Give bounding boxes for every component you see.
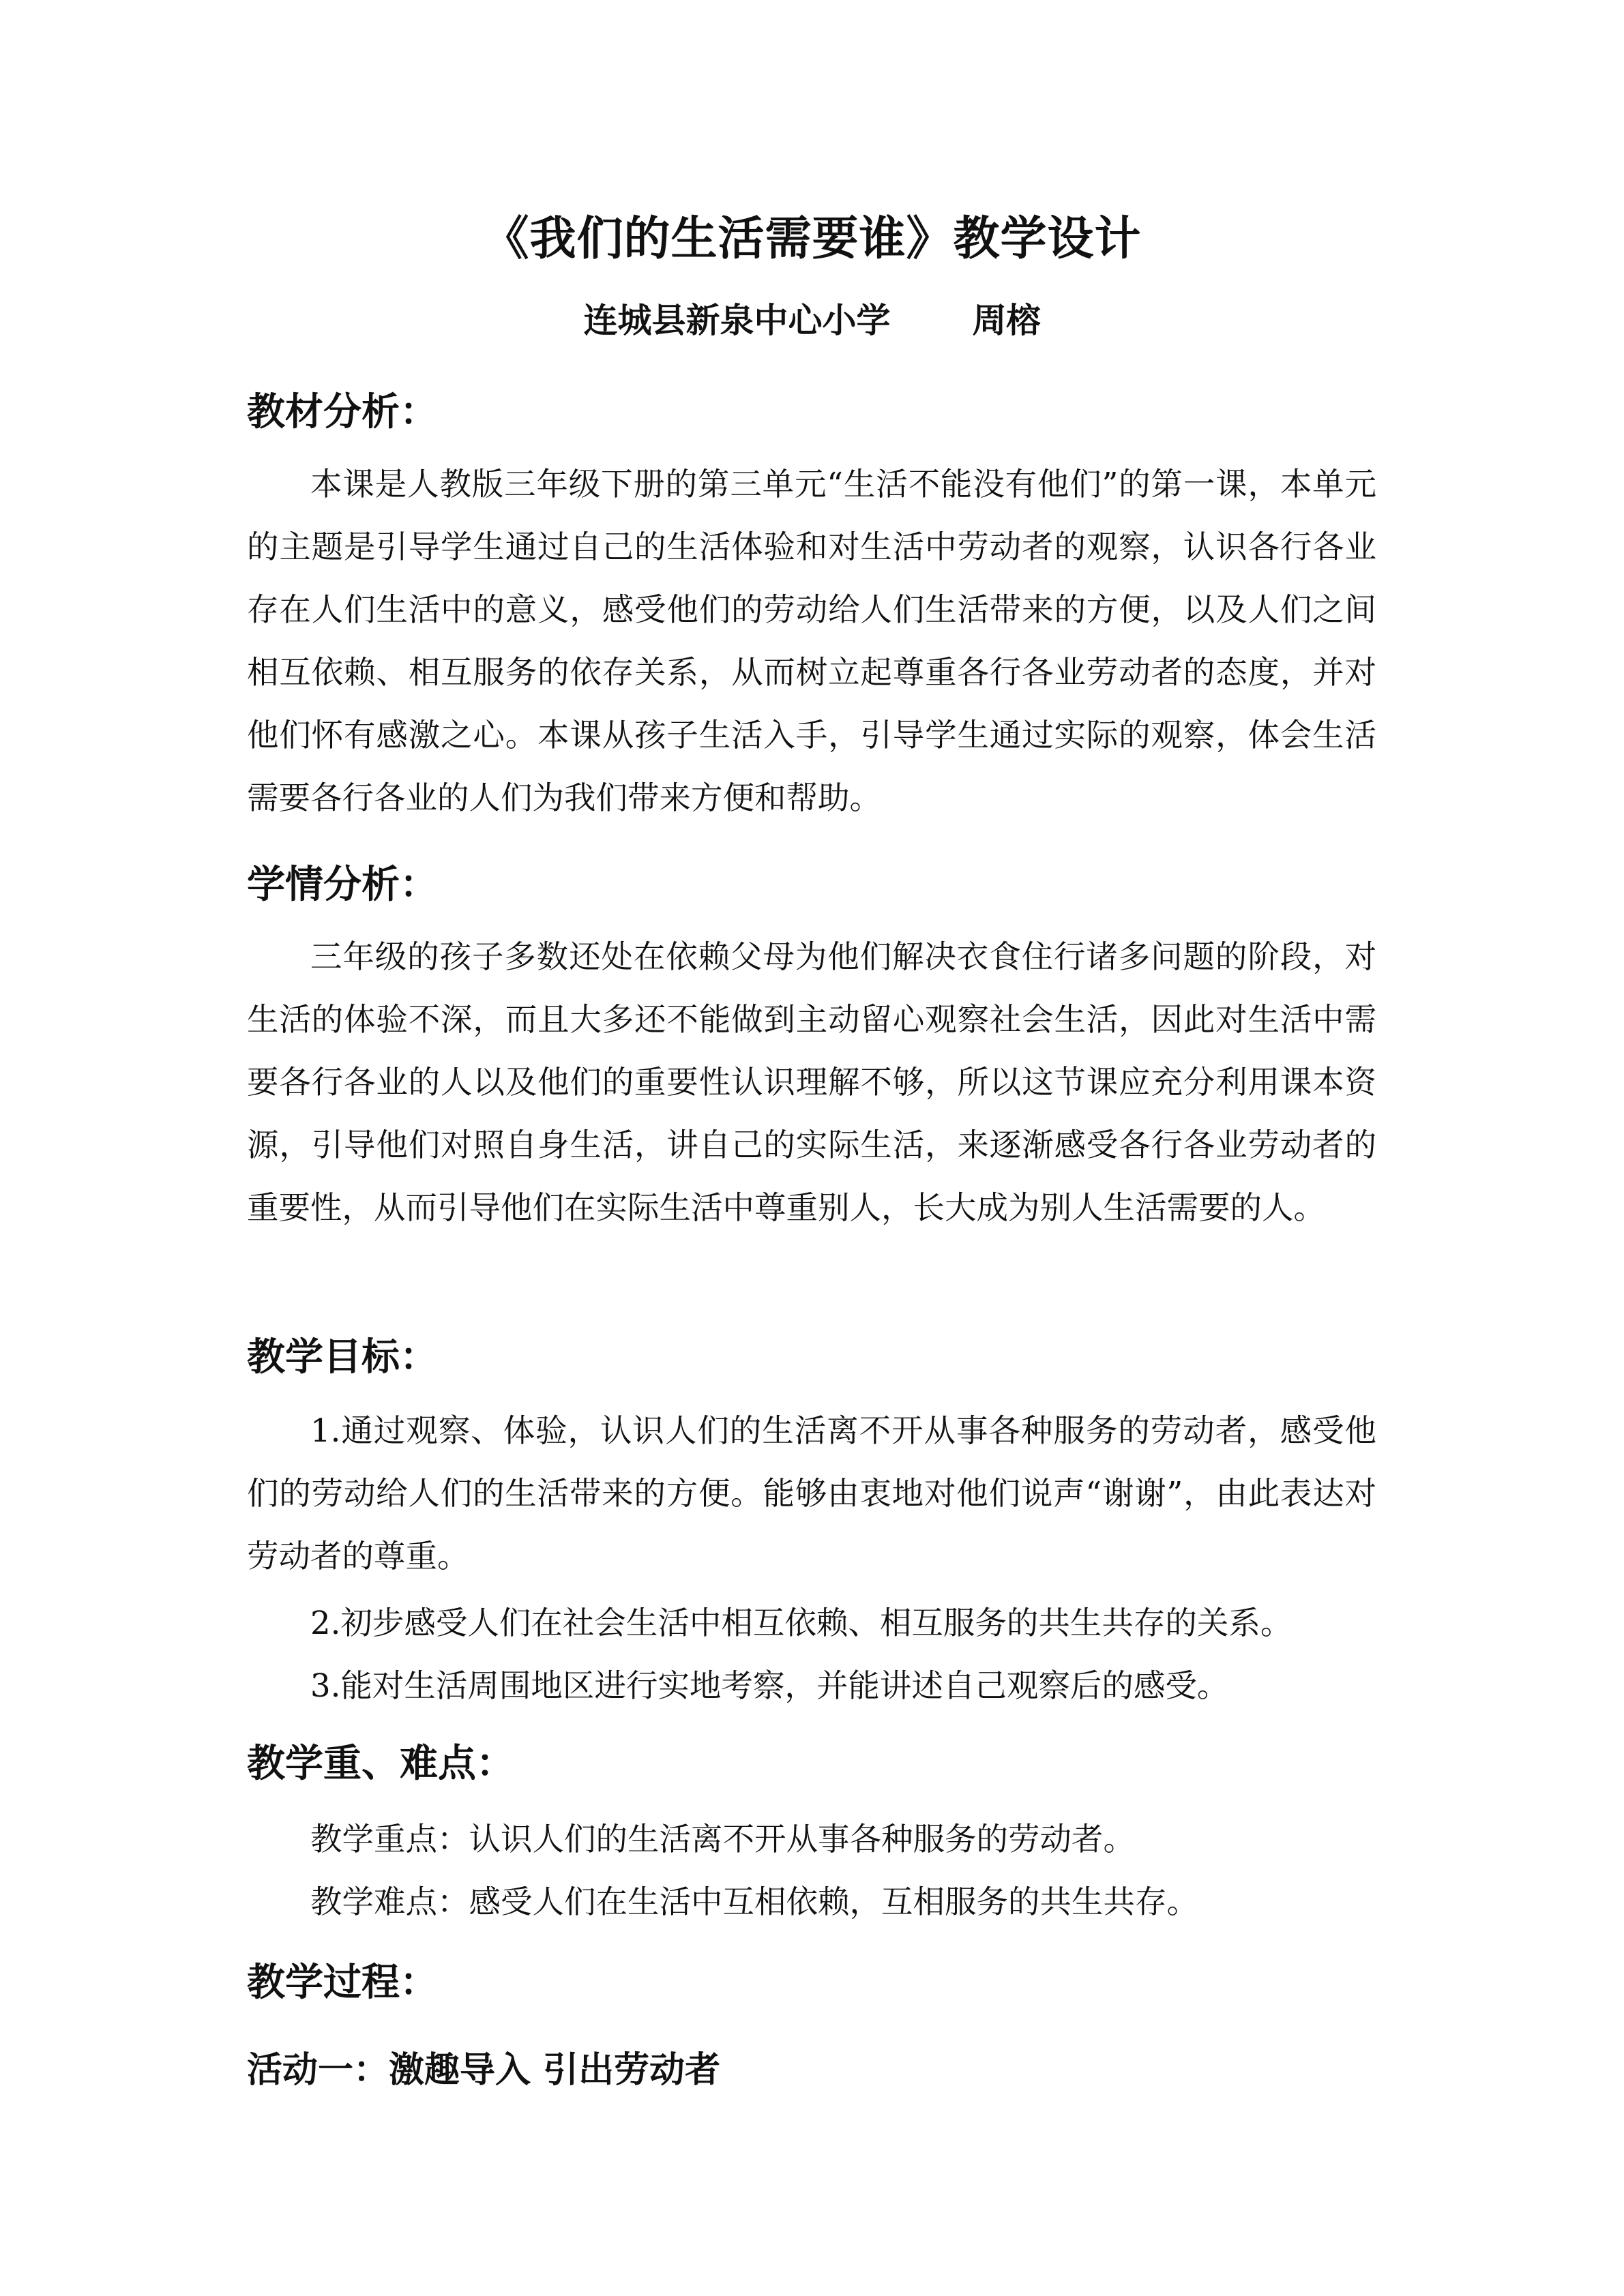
- teaching-goal-1: 1.通过观察、体验，认识人们的生活离不开从事各种服务的劳动者，感受他们的劳动给人们的生活带来的方便。能够由衷地对他们说声“谢谢”，由此表达对劳动者的尊重。: [247, 1412, 1376, 1575]
- heading-teaching-process: 教学过程：: [247, 1960, 438, 2005]
- teaching-goal-2: 2.初步感受人们在社会生活中相互依赖、相互服务的共生共存的关系。: [310, 1605, 1293, 1641]
- difficulty-line: 教学难点：感受人们在生活中互相依赖，互相服务的共生共存。: [310, 1883, 1198, 1920]
- author-name: 周榕: [972, 301, 1041, 340]
- heading-key-points: 教学重、难点：: [247, 1742, 514, 1786]
- key-point-line: 教学重点：认识人们的生活离不开从事各种服务的劳动者。: [310, 1821, 1135, 1858]
- document-title: 《我们的生活需要谁》教学设计: [482, 211, 1142, 266]
- heading-teaching-goals: 教学目标：: [247, 1335, 438, 1380]
- heading-student-analysis: 学情分析：: [247, 863, 438, 907]
- heading-material-analysis: 教材分析：: [247, 390, 438, 434]
- teaching-goal-3: 3.能对生活周围地区进行实地考察，并能讲述自己观察后的感受。: [310, 1667, 1229, 1704]
- student-analysis-paragraph: 三年级的孩子多数还处在依赖父母为他们解决衣食住行诸多问题的阶段，对生活的体验不深，而且大多还不能做到主动留心观察社会生活，因此对生活中需要各行各业的人以及他们的重要性认识理解不够，所以这节课应充分利用课本资源，引导他们对照自身生活，讲自己的实际生活，来逐渐感受各行各业劳动者的重要性，从而引导他们在实际生活中尊重别人，长大成为别人生活需要的人。: [247, 938, 1376, 1226]
- material-analysis-paragraph: 本课是人教版三年级下册的第三单元“生活不能没有他们”的第一课，本单元的主题是引导学生通过自己的生活体验和对生活中劳动者的观察，认识各行各业存在人们生活中的意义，感受他们的劳动给人们生活带来的方便，以及人们之间相互依赖、相互服务的依存关系，从而树立起尊重各行各业劳动者的态度，并对他们怀有感激之心。本课从孩子生活入手，引导学生通过实际的观察，体会生活需要各行各业的人们为我们带来方便和帮助。: [247, 466, 1376, 816]
- school-name: 连城县新泉中心小学: [583, 301, 891, 340]
- author-line: [0, 293, 1624, 348]
- activity-1-heading: 活动一：激趣导入 引出劳动者: [247, 2050, 721, 2091]
